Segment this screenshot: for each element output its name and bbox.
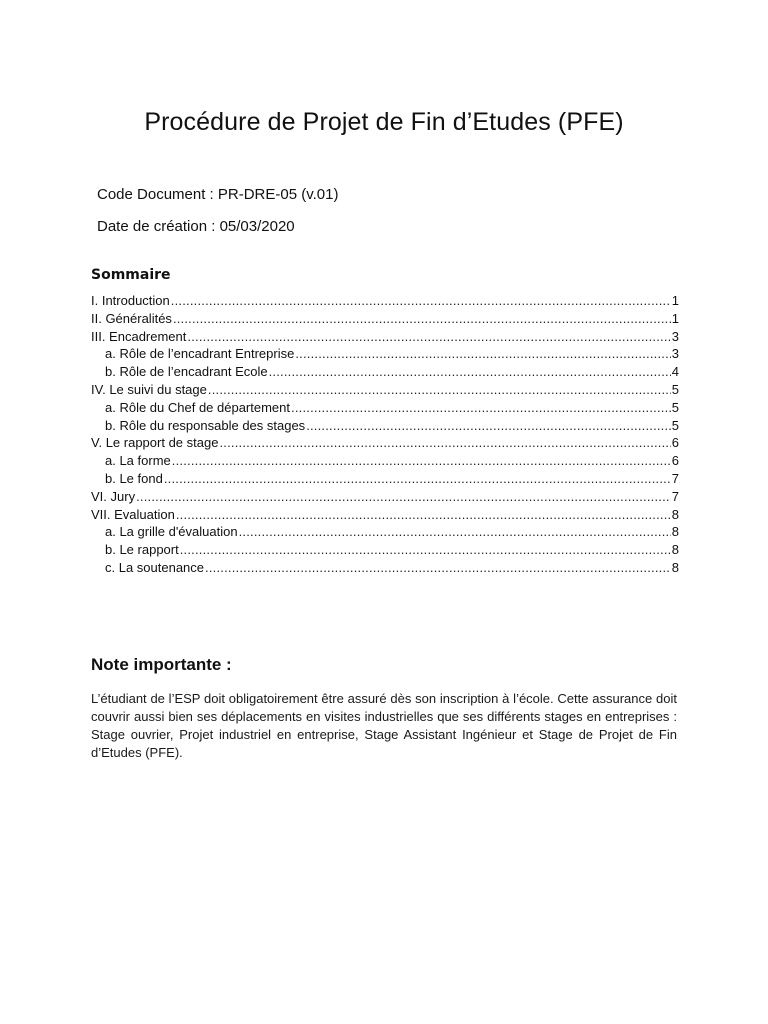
toc-entry-page: 6 xyxy=(671,453,679,469)
creation-date: Date de création : 05/03/2020 xyxy=(97,218,295,235)
sommaire-heading: Sommaire xyxy=(91,267,171,283)
toc-entry-encadrement[interactable] xyxy=(91,328,679,346)
toc-leader-dots xyxy=(205,559,671,577)
toc-entry-suivi-stage[interactable] xyxy=(91,381,679,399)
toc-entry-page: 4 xyxy=(671,364,679,380)
toc-entry-page: 8 xyxy=(671,542,679,558)
toc-entry-page: 1 xyxy=(671,310,679,326)
toc-entry-page: 8 xyxy=(671,559,679,575)
toc-entry-label: III. Encadrement xyxy=(91,328,187,344)
toc-entry-page: 8 xyxy=(671,524,679,540)
table-of-contents xyxy=(91,292,679,577)
toc-entry-le-fond[interactable] xyxy=(91,470,679,488)
toc-entry-label: VII. Evaluation xyxy=(91,506,175,522)
toc-leader-dots xyxy=(171,292,671,310)
document-title: Procédure de Projet de Fin d’Etudes (PFE) xyxy=(144,108,624,136)
toc-entry-introduction[interactable] xyxy=(91,292,679,310)
toc-entry-label: VI. Jury xyxy=(91,488,136,504)
toc-leader-dots xyxy=(172,452,671,470)
toc-entry-page: 3 xyxy=(671,346,679,362)
toc-leader-dots xyxy=(187,328,670,346)
toc-entry-jury[interactable] xyxy=(91,488,679,506)
toc-entry-label: b. Rôle de l’encadrant Ecole xyxy=(105,364,268,380)
toc-entry-page: 5 xyxy=(671,399,679,415)
toc-entry-page: 1 xyxy=(671,293,679,308)
toc-entry-page: 7 xyxy=(671,488,679,504)
toc-entry-label: a. La grille d'évaluation xyxy=(105,524,238,540)
toc-leader-dots xyxy=(269,363,671,381)
toc-entry-role-responsable-stages[interactable] xyxy=(91,417,679,435)
toc-leader-dots xyxy=(219,434,670,452)
toc-entry-la-forme[interactable] xyxy=(91,452,679,470)
note-body: L’étudiant de l’ESP doit obligatoirement être assuré dès son inscription à l’école. Cette assurance doit couvrir aussi bien ses déplacements en visites industrielles que ses différents stages en entreprises : Stage ouvrier, Projet industriel en entreprise, Stage Assistant Ingénieur et Stage de Projet de Fin d’Etudes (PFE). xyxy=(91,691,677,760)
toc-entry-rapport-stage[interactable] xyxy=(91,434,679,452)
document-code: Code Document : PR-DRE-05 (v.01) xyxy=(97,186,339,203)
toc-entry-page: 8 xyxy=(671,506,679,522)
toc-entry-grille-evaluation[interactable] xyxy=(91,523,679,541)
toc-entry-page: 5 xyxy=(671,417,679,433)
toc-leader-dots xyxy=(180,541,671,559)
toc-entry-page: 7 xyxy=(671,470,679,486)
toc-entry-label: b. Le fond xyxy=(105,470,163,486)
toc-leader-dots xyxy=(173,310,671,328)
toc-entry-label: I. Introduction xyxy=(91,293,170,308)
toc-leader-dots xyxy=(164,470,671,488)
toc-leader-dots xyxy=(239,523,671,541)
toc-leader-dots xyxy=(208,381,671,399)
toc-entry-la-soutenance[interactable] xyxy=(91,559,679,577)
toc-entry-label: a. Rôle du Chef de département xyxy=(105,399,291,415)
toc-leader-dots xyxy=(295,345,670,363)
toc-entry-label: II. Généralités xyxy=(91,310,172,326)
toc-entry-label: b. Le rapport xyxy=(105,542,179,558)
toc-entry-generalites[interactable] xyxy=(91,310,679,328)
toc-entry-role-encadrant-ecole[interactable] xyxy=(91,363,679,381)
toc-entry-evaluation[interactable] xyxy=(91,506,679,524)
toc-entry-page: 5 xyxy=(671,381,679,397)
toc-leader-dots xyxy=(136,488,671,506)
toc-leader-dots xyxy=(176,506,671,524)
toc-entry-label: a. La forme xyxy=(105,453,171,469)
toc-entry-label: b. Rôle du responsable des stages xyxy=(105,417,306,433)
toc-entry-role-encadrant-entreprise[interactable] xyxy=(91,345,679,363)
toc-leader-dots xyxy=(291,399,671,417)
toc-leader-dots xyxy=(306,417,671,435)
note-heading: Note importante : xyxy=(91,655,232,674)
toc-entry-page: 3 xyxy=(671,328,679,344)
toc-entry-label: IV. Le suivi du stage xyxy=(91,381,207,397)
toc-entry-label: V. Le rapport de stage xyxy=(91,435,219,451)
toc-entry-page: 6 xyxy=(671,435,679,451)
toc-entry-label: c. La soutenance xyxy=(105,559,205,575)
toc-entry-label: a. Rôle de l’encadrant Entreprise xyxy=(105,346,295,362)
toc-entry-role-chef-departement[interactable] xyxy=(91,399,679,417)
toc-entry-le-rapport[interactable] xyxy=(91,541,679,559)
